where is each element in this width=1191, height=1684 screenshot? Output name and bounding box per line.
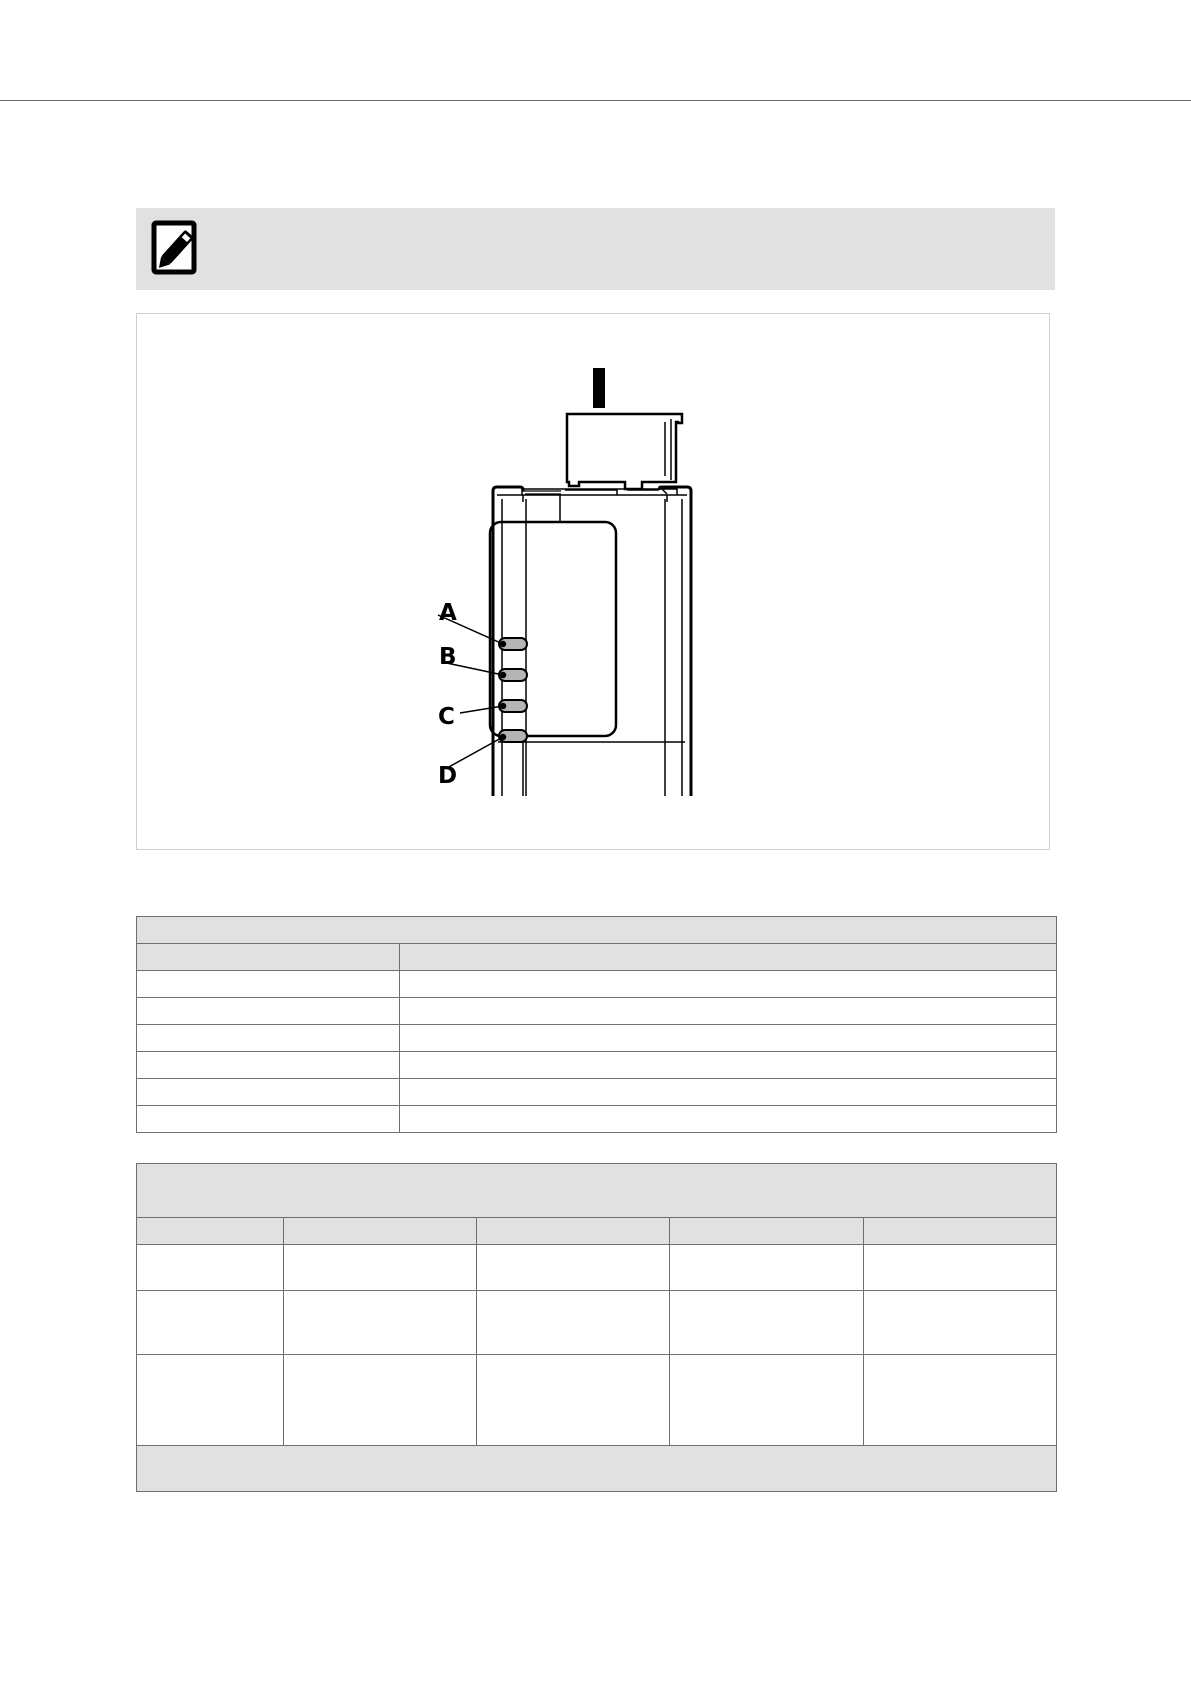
table-cell: [284, 1355, 477, 1446]
table-row: [137, 1025, 1057, 1052]
table-2-header: [864, 1218, 1057, 1245]
callout-a: A: [439, 600, 457, 626]
connector-plug: [567, 368, 682, 489]
table-cell: [137, 1106, 400, 1133]
table-row: [137, 1355, 1057, 1446]
table-2: [136, 1163, 1057, 1492]
table-row: [137, 1291, 1057, 1355]
table-1-caption: [137, 917, 1057, 944]
status-leds: [499, 638, 527, 742]
table-row: [137, 1079, 1057, 1106]
table-cell: [137, 1025, 400, 1052]
table-cell: [477, 1355, 670, 1446]
table-cell: [137, 1355, 284, 1446]
table-cell: [400, 1079, 1057, 1106]
table-cell: [137, 971, 400, 998]
table-row: [137, 998, 1057, 1025]
table-cell: [400, 971, 1057, 998]
table-2-caption: [137, 1164, 1057, 1218]
table-cell: [864, 1245, 1057, 1291]
table-2-header: [284, 1218, 477, 1245]
table-cell: [864, 1291, 1057, 1355]
table-2-footer: [137, 1446, 1057, 1492]
callout-leaders: [438, 615, 506, 768]
table-1-header: [400, 944, 1057, 971]
table-1-header-row: [137, 944, 1057, 971]
note-pencil-icon: [151, 220, 199, 276]
table-row: [137, 1106, 1057, 1133]
table-cell: [284, 1245, 477, 1291]
table-cell: [137, 1245, 284, 1291]
table-cell: [137, 998, 400, 1025]
table-cell: [137, 1291, 284, 1355]
table-2-header: [670, 1218, 864, 1245]
table-row: [137, 1245, 1057, 1291]
table-cell: [670, 1355, 864, 1446]
table-cell: [137, 1079, 400, 1106]
table-1-header: [137, 944, 400, 971]
table-row: [137, 1052, 1057, 1079]
table-cell: [400, 1106, 1057, 1133]
device-front-diagram: [137, 314, 1051, 851]
table-cell: [137, 1052, 400, 1079]
header-rule: [0, 100, 1191, 101]
table-cell: [400, 998, 1057, 1025]
table-2-header: [477, 1218, 670, 1245]
table-1: [136, 916, 1057, 1133]
table-2-header-row: [137, 1218, 1057, 1245]
note-box: [136, 208, 1055, 290]
table-cell: [400, 1025, 1057, 1052]
callout-b: B: [439, 644, 457, 670]
table-2-header: [137, 1218, 284, 1245]
table-cell: [864, 1355, 1057, 1446]
table-cell: [400, 1052, 1057, 1079]
table-cell: [477, 1291, 670, 1355]
table-cell: [670, 1245, 864, 1291]
callout-c: C: [438, 704, 455, 730]
callout-d: D: [438, 763, 458, 789]
table-row: [137, 971, 1057, 998]
table-cell: [477, 1245, 670, 1291]
device-figure: [136, 313, 1050, 850]
table-cell: [284, 1291, 477, 1355]
table-cell: [670, 1291, 864, 1355]
